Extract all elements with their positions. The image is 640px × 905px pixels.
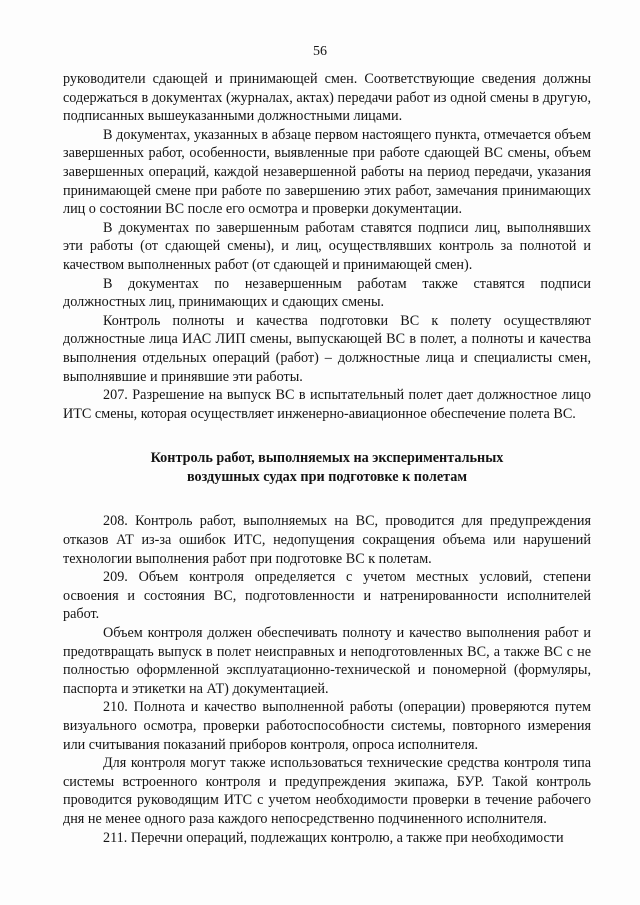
- paragraph: 211. Перечни операций, подлежащих контролю, а также при необходимости: [103, 829, 564, 846]
- section-heading-line: Контроль работ, выполняемых на экспериментальных: [150, 450, 504, 467]
- section-heading-line: воздушных судах при подготовке к полетам: [186, 468, 468, 485]
- paragraph: В документах по завершенным работам ставятся подписи лиц, выполнявших эти работы (от сдающей смены), и лиц, осуществлявших контроль за полнотой и качеством выполненных работ (от сдающей и принимающей смен).: [63, 219, 591, 273]
- paragraph: 209. Объем контроля определяется с учетом местных условий, степени освоения и состояния ВС, подготовленности и натренированности исполнителей работ.: [63, 569, 591, 623]
- document-body: [63, 70, 591, 847]
- paragraph: Для контроля могут также использоваться технические средства контроля типа системы встроенного контроля и предупреждения экипажа, БУР. Такой контроль проводится руководящим ИТС с учетом необходимости проверки в течение рабочего дня не менее одного раза каждого непосредственно подчиненного исполнителя.: [63, 755, 591, 827]
- paragraph: В документах, указанных в абзаце первом настоящего пункта, отмечается объем завершенных работ, особенности, выявленные при работе сдающей ВС смены, объем завершенных операций, каждой незавершенной работы на период передачи, указания принимающей смене при работе по завершению этих работ, замечания принимающих лиц о состоянии ВС после его осмотра и проверки документации.: [63, 126, 591, 218]
- paragraph: руководители сдающей и принимающей смен. Соответствующие сведения должны содержаться в документах (журналах, актах) передачи работ из одной смены в другую, подписанных вышеуказанными должностными лицами.: [63, 71, 591, 125]
- paragraph: 210. Полнота и качество выполненной работы (операции) проверяются путем визуального осмотра, проверки работоспособности системы, повторного измерения или считывания показаний приборов контроля, опроса исполнителя.: [63, 699, 591, 753]
- paragraph: В документах по незавершенным работам также ставятся подписи должностных лиц, принимающих и сдающих смены.: [63, 275, 591, 311]
- paragraph: 208. Контроль работ, выполняемых на ВС, проводится для предупреждения отказов АТ из-за ошибок ИТС, недопущения сокращения объема или нарушений технологии выполнения работ при подготовке ВС к полетам.: [63, 513, 591, 567]
- paragraph: Контроль полноты и качества подготовки ВС к полету осуществляют должностные лица ИАС ЛИП смены, выпускающей ВС в полет, а полноты и качества выполнения отдельных операций (работ) – должностные лица и специалисты смен, выполнявшие и принявшие эти работы.: [63, 312, 591, 385]
- page-number: 56: [313, 44, 327, 59]
- paragraph: Объем контроля должен обеспечивать полноту и качество выполнения работ и предотвращать выпуск в полет неисправных и неподготовленных ВС, а также ВС с не полностью оформленной эксплуатационно-технической и пономерной (формуляры, паспорта и этикетки на АТ) документацией.: [63, 625, 591, 697]
- paragraph: 207. Разрешение на выпуск ВС в испытательный полет дает должностное лицо ИТС смены, которая осуществляет инженерно-авиационное обеспечение полета ВС.: [63, 387, 591, 422]
- section-heading: [63, 449, 591, 486]
